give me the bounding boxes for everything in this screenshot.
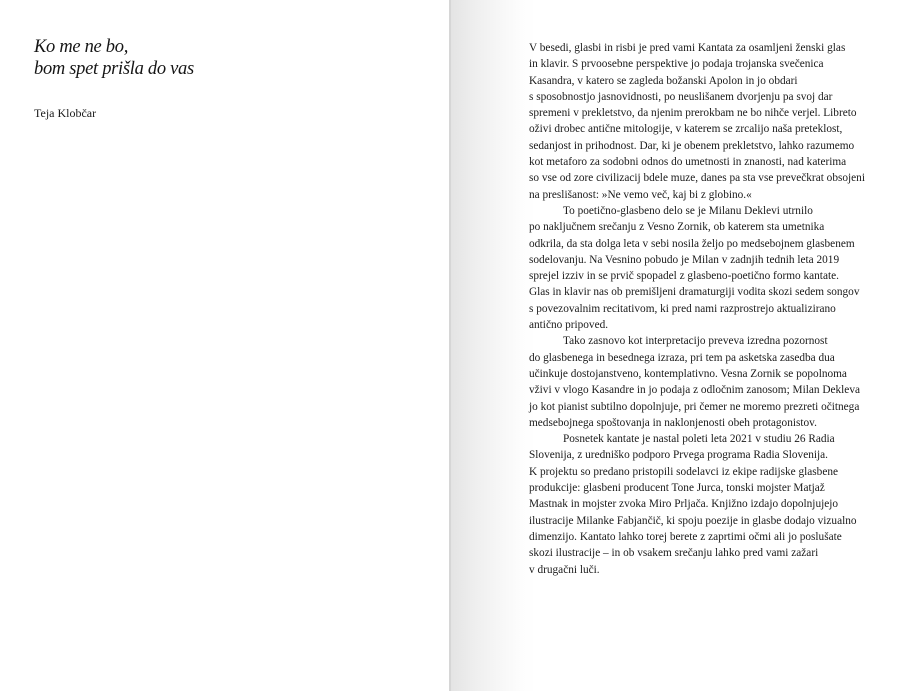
text-line: in klavir. S prvoosebne perspektive jo podaja trojanska svečenica bbox=[529, 58, 824, 71]
text-line: dimenzijo. Kantato lahko torej berete z zaprtimi očmi ali jo poslušate bbox=[529, 530, 842, 543]
text-line: sodelovanju. Na Vesnino pobudo je Milan v zadnjih tednih leta 2019 bbox=[529, 253, 840, 266]
text-line: antično pripoved. bbox=[529, 319, 609, 332]
paragraph bbox=[529, 431, 879, 578]
left-page bbox=[0, 0, 449, 691]
text-line: skozi ilustracije – in ob vsakem srečanju lahko pred vami zažari bbox=[529, 547, 819, 560]
paragraph bbox=[529, 40, 879, 203]
text-line: medsebojnega spoštovanja in naklonjenosti obeh protagonistov. bbox=[529, 416, 817, 429]
paragraph bbox=[529, 333, 879, 431]
author-name: Teja Klobčar bbox=[34, 106, 97, 120]
text-line: ilustracije Milanke Fabjančič, ki spoju poezije in glasbe dodajo vizualno bbox=[529, 514, 857, 527]
paragraph bbox=[529, 203, 879, 333]
text-line: so vse od zore civilizacij bdele muze, danes pa sta vse prevečkrat obsojeni bbox=[529, 172, 865, 185]
text-line: Glas in klavir nas ob premišljeni dramaturgiji vodita skozi sedem songov bbox=[529, 286, 860, 299]
text-line: do glasbenega in besednega izraza, pri tem pa asketska zasedba dua bbox=[529, 351, 835, 364]
text-line: Slovenija, z uredniško podporo Prvega programa Radia Slovenija. bbox=[529, 449, 828, 462]
text-line: V besedi, glasbi in risbi je pred vami Kantata za osamljeni ženski glas bbox=[529, 42, 846, 54]
text-line: Posnetek kantate je nastal poleti leta 2021 v studiu 26 Radia bbox=[563, 433, 835, 446]
text-line: vživi v vlogo Kasandre in jo podaja z odločnim zanosom; Milan Dekleva bbox=[529, 384, 860, 397]
text-line: po naključnem srečanju z Vesno Zornik, ob katerem sta umetnika bbox=[529, 221, 825, 234]
text-line: sedanjost in prihodnost. Dar, ki je obenem prekletstvo, lahko razumemo bbox=[529, 139, 855, 152]
text-line: učinkuje dostojanstveno, kontemplativno. Vesna Zornik se popolnoma bbox=[529, 367, 847, 380]
text-line: Mastnak in mojster zvoka Miro Prljača. Knjižno izdajo dopolnjujejo bbox=[529, 498, 839, 511]
text-line: K projektu so predano pristopili sodelavci iz ekipe radijske glasbene bbox=[529, 465, 839, 478]
text-line: s povezovalnim recitativom, ki pred nami razprostrejo aktualizirano bbox=[529, 302, 836, 315]
text-line: sprejel izziv in se prvič spopadel z glasbeno-poetično formo kantate. bbox=[529, 270, 839, 283]
title-line: Ko me ne bo, bbox=[34, 37, 129, 57]
text-line: Kasandra, v katero se zagleda božanski Apolon in jo obdari bbox=[529, 74, 798, 87]
right-page bbox=[451, 0, 900, 691]
text-line: oživi drobec antične mitologije, v katerem se zrcalijo naša preteklost, bbox=[529, 123, 843, 136]
text-line: jo kot pianist subtilno dopolnjuje, pri čemer ne moremo prezreti očitnega bbox=[529, 400, 860, 413]
text-line: spremeni v prekletstvo, da njenim prerokbam ne bo nihče verjel. Libreto bbox=[529, 107, 857, 120]
text-line: v drugačni luči. bbox=[529, 563, 600, 576]
text-line: s sposobnostjo jasnovidnosti, po neuslišanem dvorjenju pa svoj dar bbox=[529, 90, 833, 103]
text-line: Tako zasnovo kot interpretacijo preveva izredna pozornost bbox=[563, 335, 828, 348]
text-line: To poetično-glasbeno delo se je Milanu Deklevi utrnilo bbox=[563, 204, 813, 217]
title-line: bom spet prišla do vas bbox=[34, 59, 194, 79]
body-text bbox=[529, 40, 879, 578]
book-title bbox=[34, 36, 194, 80]
text-line: odkrila, da sta dolga leta v sebi nosila željo po medsebojnem glasbenem bbox=[529, 237, 855, 250]
text-line: kot metaforo za sodobni odnos do umetnosti in znanosti, nad katerima bbox=[529, 156, 847, 169]
text-line: na preslišanost: »Ne vemo več, kaj bi z globino.« bbox=[529, 188, 752, 201]
text-line: produkcije: glasbeni producent Tone Jurca, tonski mojster Matjaž bbox=[529, 482, 825, 495]
